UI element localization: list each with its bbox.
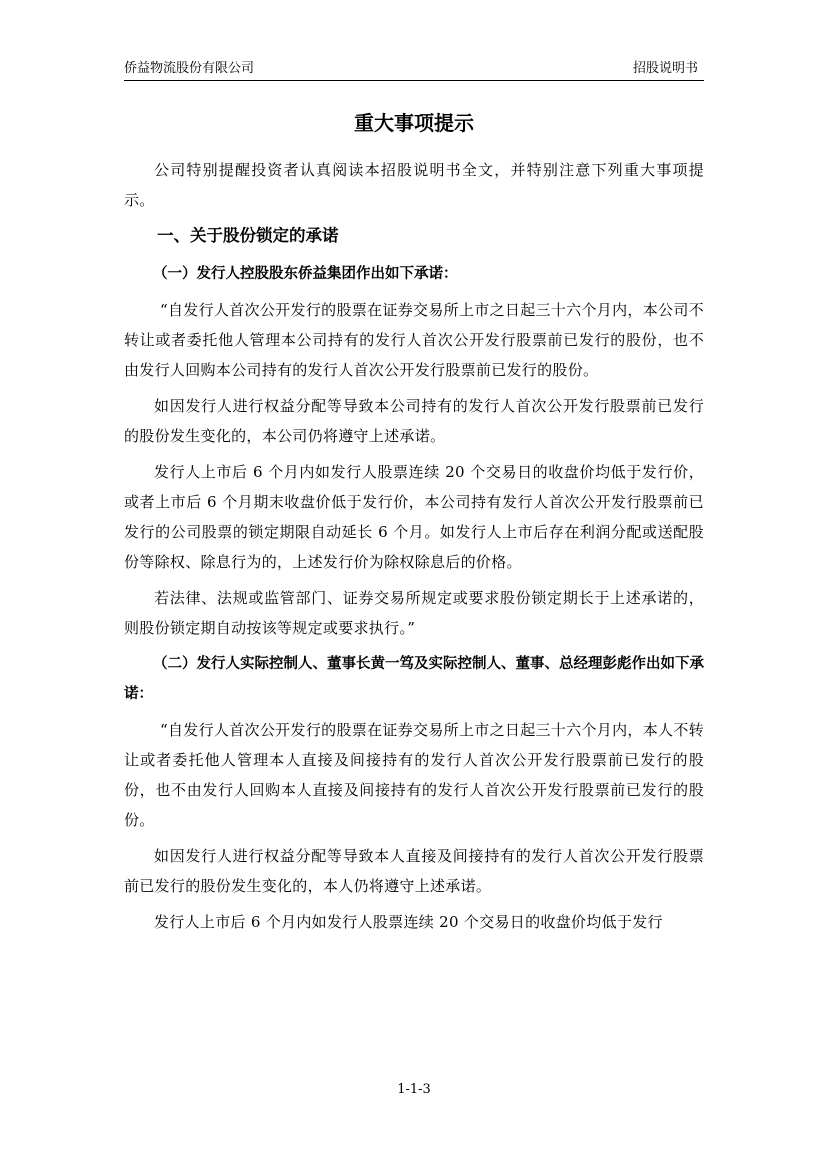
section-heading-share-lock: 一、关于股份锁定的承诺 bbox=[157, 226, 339, 245]
header-document-type: 招股说明书 bbox=[632, 61, 698, 76]
intro-paragraph: 公司特别提醒投资者认真阅读本招股说明书全文，并特别注意下列重大事项提示。 bbox=[124, 161, 704, 209]
paragraph: “自发行人首次公开发行的股票在证券交易所上市之日起三十六个月内，本人不转让或者委托他人管理本人直接及间接持有的发行人首次公开发行股票前已发行的股份，也不由发行人回购本人直接及间接持有的发行人首次公开发行股票前已发行的股份。 bbox=[124, 721, 704, 829]
document-body bbox=[124, 155, 704, 943]
subsection-heading-actual-controllers: （二）发行人实际控制人、董事长黄一笃及实际控制人、董事、总经理彭彪作出如下承诺： bbox=[124, 656, 704, 702]
paragraph: “自发行人首次公开发行的股票在证券交易所上市之日起三十六个月内，本公司不转让或者委托他人管理本公司持有的发行人首次公开发行股票前已发行的股份，也不由发行人回购本公司持有的发行人首次公开发行股票前已发行的股份。 bbox=[124, 301, 704, 379]
paragraph: 如因发行人进行权益分配等导致本公司持有的发行人首次公开发行股票前已发行的股份发生变化的，本公司仍将遵守上述承诺。 bbox=[124, 397, 704, 445]
paragraph: 发行人上市后 6 个月内如发行人股票连续 20 个交易日的收盘价均低于发行价，或者上市后 6 个月期末收盘价低于发行价，本公司持有发行人首次公开发行股票前已发行的公司股票的锁定期限自动延长 6 个月。如发行人上市后存在利润分配或送配股份等除权、除息行为的，上述发行价为除权除息后的价格。 bbox=[124, 463, 704, 571]
page-header bbox=[124, 58, 704, 81]
page-title: 重大事项提示 bbox=[354, 111, 474, 135]
paragraph: 若法律、法规或监管部门、证券交易所规定或要求股份锁定期长于上述承诺的，则股份锁定期自动按该等规定或要求执行。” bbox=[124, 589, 704, 637]
paragraph: 发行人上市后 6 个月内如发行人股票连续 20 个交易日的收盘价均低于发行 bbox=[154, 913, 663, 931]
paragraph: 如因发行人进行权益分配等导致本人直接及间接持有的发行人首次公开发行股票前已发行的股份发生变化的，本人仍将遵守上述承诺。 bbox=[124, 847, 704, 895]
subsection-heading-controlling-shareholder: （一）发行人控股股东侨益集团作出如下承诺： bbox=[153, 266, 458, 282]
header-company-name: 侨益物流股份有限公司 bbox=[124, 61, 255, 76]
page-number: 1-1-3 bbox=[397, 1082, 431, 1097]
